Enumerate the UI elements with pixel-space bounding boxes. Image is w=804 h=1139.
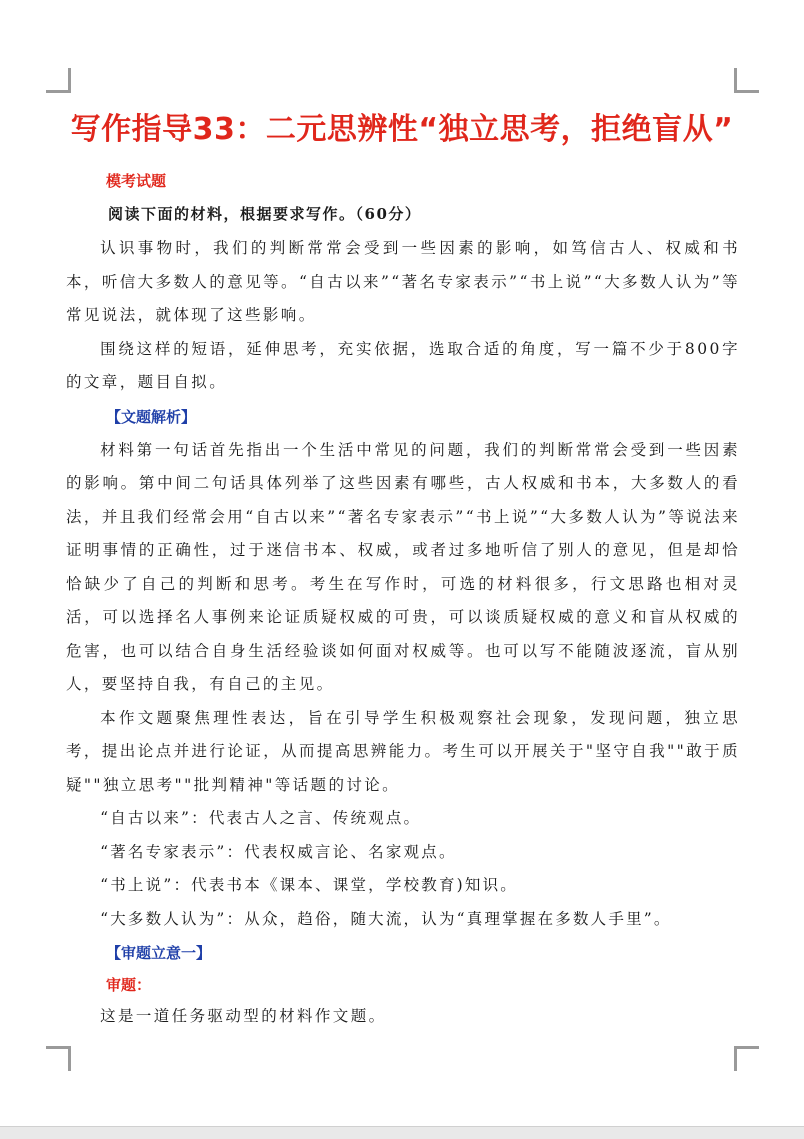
page-corner-mark-bottom-left: [46, 1046, 71, 1071]
page-corner-mark-top-right: [734, 68, 759, 93]
section-heading-exam: 模考试题: [106, 172, 167, 190]
document-body: [66, 166, 740, 1034]
idea-heading: 【审题立意一】: [106, 944, 212, 962]
analysis-paragraph: 本作文题聚焦理性表达，旨在引导学生积极观察社会现象，发现问题，独立思考，提出论点并进行论证，从而提高思辨能力。考生可以开展关于"坚守自我""敢于质疑""独立思考""批判精神"等话题的讨论。: [66, 708, 740, 794]
phrase-explanation: “自古以来”：代表古人之言、传统观点。: [100, 809, 422, 827]
page-title: 写作指导33：二元思辨性“独立思考，拒绝盲从”: [70, 112, 734, 147]
phrase-explanation: “大多数人认为”：从众，趋俗，随大流，认为“真理掌握在多数人手里”。: [100, 909, 672, 928]
phrase-explanation: “书上说”：代表书本《课本、课堂，学校教育)知识。: [100, 876, 518, 894]
analysis-heading: 【文题解析】: [106, 407, 197, 426]
page-corner-mark-top-left: [46, 68, 71, 93]
review-label: 审题：: [106, 976, 152, 994]
review-paragraph: 这是一道任务驱动型的材料作文题。: [100, 1007, 387, 1025]
writing-instruction: 阅读下面的材料，根据要求写作。（60分）: [108, 205, 422, 223]
task-paragraph: 围绕这样的短语，延伸思考，充实依据，选取合适的角度，写一篇不少于800字的文章，题目自拟。: [66, 339, 740, 391]
material-paragraph: 认识事物时，我们的判断常常会受到一些因素的影响，如笃信古人、权威和书本，听信大多数人的意见等。“自古以来”“著名专家表示”“书上说”“大多数人认为”等常见说法，就体现了这些影响。: [66, 239, 740, 324]
phrase-explanation: “著名专家表示”：代表权威言论、名家观点。: [100, 842, 457, 861]
page-bottom-edge: [0, 1126, 804, 1139]
analysis-paragraph: 材料第一句话首先指出一个生活中常见的问题，我们的判断常常会受到一些因素的影响。第中间二句话具体列举了这些因素有哪些，古人权威和书本，大多数人的看法，并且我们经常会用“自古以来”“著名专家表示”“书上说”“大多数人认为”等说法来证明事情的正确性，过于迷信书本、权威，或者过多地听信了别人的意见，但是却恰恰缺少了自己的判断和思考。考生在写作时，可选的材料很多，行文思路也相对灵活，可以选择名人事例来论证质疑权威的可贵，可以谈质疑权威的意义和盲从权威的危害，也可以结合自身生活经验谈如何面对权威等。也可以写不能随波逐流，盲从别人，要坚持自我，有自己的主见。: [66, 440, 740, 693]
page-corner-mark-bottom-right: [734, 1046, 759, 1071]
